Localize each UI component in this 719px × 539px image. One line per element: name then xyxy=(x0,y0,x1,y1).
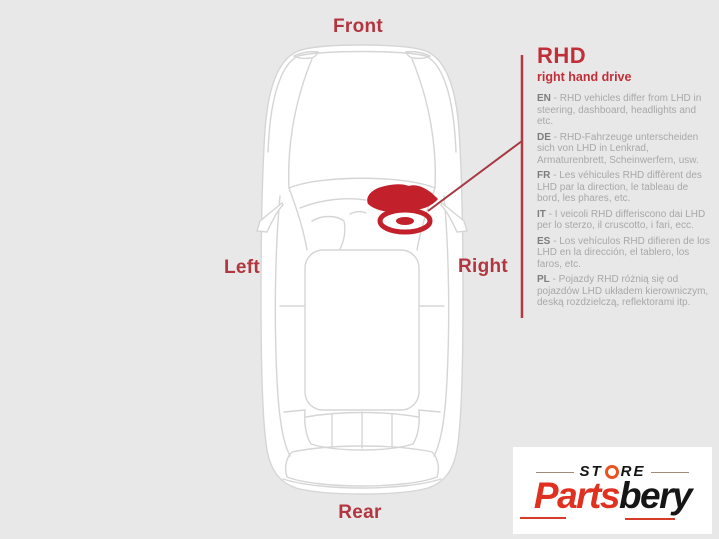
lang-label-pl: PL xyxy=(537,274,550,285)
store-line-right xyxy=(651,472,689,473)
brand-parts: Parts xyxy=(533,475,619,516)
separator: - xyxy=(550,235,560,247)
separator: - xyxy=(549,274,559,285)
store-line-left xyxy=(536,472,574,473)
partsbery-logo xyxy=(513,447,712,534)
info-entry-pl xyxy=(537,274,713,309)
info-entry-de xyxy=(537,132,713,167)
rhd-info-panel xyxy=(537,45,713,313)
brand-wordmark xyxy=(513,475,712,517)
info-entry-it xyxy=(537,209,713,232)
brand-underline-right xyxy=(625,518,675,520)
lang-label-en: EN xyxy=(537,93,551,104)
roof xyxy=(305,250,419,410)
separator: - xyxy=(550,170,560,181)
entry-text-pl: Pojazdy RHD różnią się od pojazdów LHD układem kierowniczym, deską rozdzielczą, reflektorami itp. xyxy=(537,274,709,308)
right-label: Right xyxy=(457,256,509,277)
left-label: Left xyxy=(223,257,261,278)
rear-label: Rear xyxy=(338,502,382,523)
lang-label-es: ES xyxy=(537,235,551,247)
brand-bery: bery xyxy=(618,475,692,516)
lang-label-de: DE xyxy=(537,131,551,143)
separator: - xyxy=(550,93,560,104)
store-text-right: RE xyxy=(620,463,646,480)
brand-underline-left xyxy=(520,517,566,519)
info-entry-es xyxy=(537,236,713,271)
entry-text-de: RHD-Fahrzeuge unterscheiden sich von LHD in Lenkrad, Armaturenbrett, Scheinwerfern, usw. xyxy=(537,131,699,166)
entry-text-fr: Les véhicules RHD diffèrent des LHD par la direction, le tableau de bord, les phares, etc. xyxy=(537,170,702,204)
steering-wheel-hub xyxy=(396,217,414,225)
panel-subtitle: right hand drive xyxy=(537,70,632,84)
entry-text-es: Los vehículos RHD difieren de los LHD en la dirección, el tablero, los faros, etc. xyxy=(537,235,710,270)
entry-text-en: RHD vehicles differ from LHD in steering, dashboard, headlights and etc. xyxy=(537,93,702,127)
info-entry-en xyxy=(537,93,713,128)
front-label: Front xyxy=(332,16,384,37)
entry-text-it: I veicoli RHD differiscono dai LHD per lo sterzo, il cruscotto, i fari, ecc. xyxy=(537,208,706,231)
store-text-left: ST xyxy=(579,463,603,480)
lang-label-fr: FR xyxy=(537,170,551,181)
lang-label-it: IT xyxy=(537,208,546,220)
info-entry-fr xyxy=(537,170,713,205)
separator: - xyxy=(545,208,555,220)
panel-title: RHD xyxy=(537,43,587,68)
separator: - xyxy=(550,131,560,143)
